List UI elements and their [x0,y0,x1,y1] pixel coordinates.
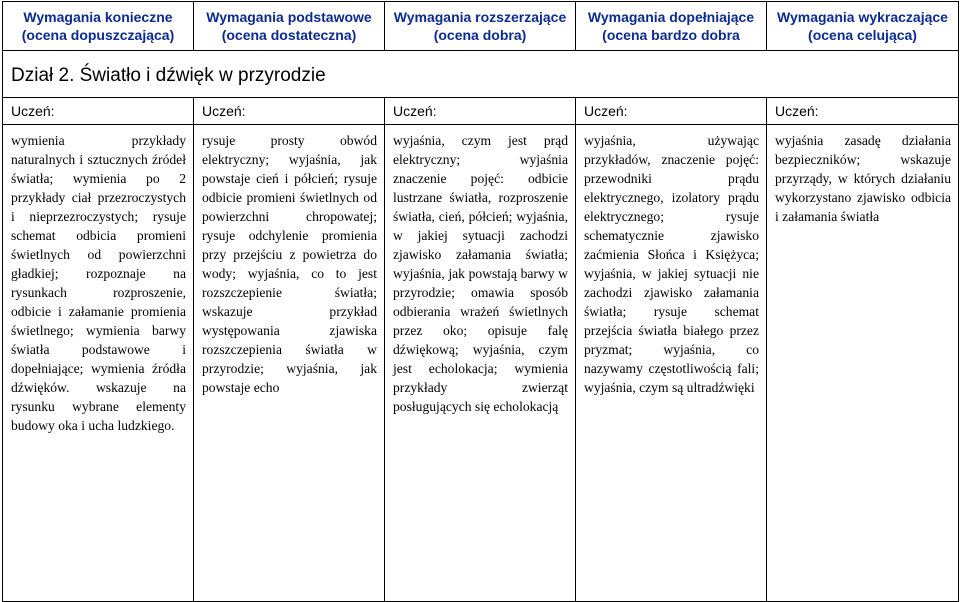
requirements-text: wyjaśnia, używając przykładów, znaczenie pojęć: przewodniki prądu elektrycznego, izolatory prądu elektrycznego; rysuje schematycznie zjawisko zaćmienia Słońca i Księżyca; wyjaśnia, w jakiej sytuacji nie zachodzi zjawisko załamania światła; rysuje schemat przejścia światła białego przez pryzmat; wyjaśnia, co nazywamy częstotliwością fali; wyjaśnia, czym są ultradźwięki [584,133,759,395]
header-title: Wymagania wykraczające [777,9,948,25]
requirements-cell-konieczne [3,125,194,602]
header-grade: (ocena celująca) [808,27,917,43]
header-row [3,2,959,51]
section-cell [3,51,959,98]
requirements-text: wymienia przykłady naturalnych i sztucznych źródeł światła; wymienia po 2 przykłady ciał przezroczystych i nieprzezroczystych; rysuje schemat odbicia promieni świetlnych od powierzchni gładkiej; rozpoznaje na rysunkach rozproszenie, odbicie i załamanie promienia świetlnego; wymienia barwy światła podstawowe i dopełniające; wymienia źródła dźwięków. wskazuje na rysunku wybrane elementy budowy oka i ucha ludzkiego. [11,133,186,433]
header-grade: (ocena dobra) [433,27,527,43]
header-cell-rozszerzajace [385,2,576,51]
header-cell-wykraczajace [767,2,959,51]
requirements-cell-dopelniajace [576,125,767,602]
header-title: Wymagania dopełniające [587,9,755,25]
requirements-text: wyjaśnia zasadę działania bezpieczników; wskazuje przyrządy, w których działaniu wykorzystano zjawisko odbicia i załamania światła [775,133,951,224]
requirements-cell-rozszerzajace [385,125,576,602]
student-label-row [3,98,959,125]
header-cell-konieczne [3,2,194,51]
requirements-cell-wykraczajace [767,125,959,602]
requirements-row [3,125,959,602]
student-label: Uczeń: [385,98,576,125]
header-cell-dopelniajace [576,2,767,51]
student-label: Uczeń: [576,98,767,125]
header-title: Wymagania rozszerzające [393,9,567,25]
section-row [3,51,959,98]
requirements-text: wyjaśnia, czym jest prąd elektryczny; wyjaśnia znaczenie pojęć: odbicie lustrzane światła, rozproszenie światła, cień, półcień; wyjaśnia, w jakiej sytuacji zachodzi zjawisko załamania światła; wyjaśnia, jak powstają barwy w przyrodzie; omawia sposób odbierania wrażeń świetlnych przez oko; opisuje falę dźwiękową; wyjaśnia, czym jest echolokacja; wymienia przykłady zwierząt posługujących się echolokacją [393,133,568,414]
header-cell-podstawowe [194,2,385,51]
header-title: Wymagania konieczne [23,9,173,25]
requirements-text: rysuje prosty obwód elektryczny; wyjaśnia, jak powstaje cień i półcień; rysuje odbicie promieni świetlnych od powierzchni chropowatej; rysuje odchylenie promienia przy przejściu z powietrza do wody; wyjaśnia, co to jest rozszczepienie światła; wskazuje przykład występowania zjawiska rozszczepienia światła w przyrodzie; wyjaśnia, jak powstaje echo [202,133,377,395]
student-label: Uczeń: [194,98,385,125]
header-grade: (ocena dostateczna) [221,27,357,43]
header-title: Wymagania podstawowe [206,9,372,25]
requirements-table [2,1,959,602]
student-label: Uczeń: [767,98,959,125]
header-grade: (ocena dopuszczająca) [21,27,175,43]
section-title: Dział 2. Światło i dźwięk w przyrodzie [11,65,326,86]
student-label: Uczeń: [3,98,194,125]
header-grade: (ocena bardzo dobra [602,27,740,43]
requirements-cell-podstawowe [194,125,385,602]
